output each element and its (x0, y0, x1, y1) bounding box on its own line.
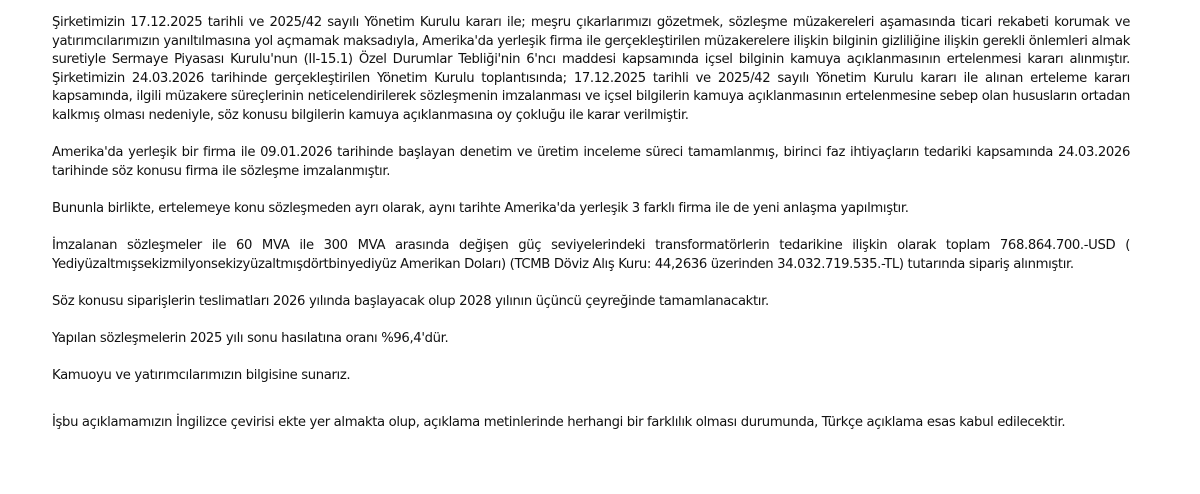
paragraph-translation-note: İşbu açıklamamızın İngilizce çevirisi ekte yer almakta olup, açıklama metinlerinde herhangi bir farklılık olması durumunda, Türkçe açıklama esas kabul edilecektir. (52, 414, 1066, 430)
paragraph-additional-agreements: Bununla birlikte, ertelemeye konu sözleşmeden ayrı olarak, aynı tarihte Amerika'da yerleşik 3 farklı firma ile de yeni anlaşma yapılmıştır. (52, 200, 909, 216)
paragraph-spacer (52, 274, 1130, 293)
paragraph-spacer (52, 181, 1130, 200)
paragraph-delivery-schedule: Söz konusu siparişlerin teslimatları 2026 yılında başlayacak olup 2028 yılının üçüncü çeyreğinde tamamlanacaktır. (52, 293, 769, 309)
paragraph-spacer (52, 126, 1130, 145)
paragraph-spacer (52, 386, 1130, 414)
disclosure-document (52, 14, 1130, 432)
paragraph-spacer (52, 349, 1130, 368)
paragraph-revenue-ratio: Yapılan sözleşmelerin 2025 yılı sonu hasılatına oranı %96,4'dür. (52, 331, 449, 347)
paragraph-spacer (52, 312, 1130, 331)
paragraph-announcement: Kamuoyu ve yatırımcılarımızın bilgisine sunarız. (52, 368, 351, 384)
paragraph-order-amount: İmzalanan sözleşmeler ile 60 MVA ile 300 MVA arasında değişen güç seviyelerindeki transformatörlerin tedarikine ilişkin olarak toplam 768.864.700.-USD ( Yediyüzaltmışsekizmilyonsekizyüzaltmışdörtbinyediyüz Amerikan Doları) (TCMB Döviz Alış Kuru: 44,2636 üzerinden 34.032.719.535.-TL) tutarında sipariş alınmıştır. (52, 238, 1130, 272)
paragraph-deferral-decision: Şirketimizin 17.12.2025 tarihli ve 2025/42 sayılı Yönetim Kurulu kararı ile; meşru çıkarlarımızı gözetmek, sözleşme müzakereleri aşamasında ticari rekabeti korumak ve yatırımcılarımızın yanıltılmasına yol açmamak maksadıyla, Amerika'da yerleşik firma ile gerçekleştirilen müzakerelere ilişkin bilginin gizliliğine ilişkin gerekli önlemleri almak suretiyle Sermaye Piyasası Kurulu'nun (II-15.1) Özel Durumlar Tebliği'nin 6'ncı maddesi kapsamında içsel bilginin kamuya açıklanmasının ertelenmesi kararı alınmıştır. Şirketimizin 24.03.2026 tarihinde gerçekleştirilen Yönetim Kurulu toplantısında; 17.12.2025 tarihli ve 2025/42 sayılı Yönetim Kurulu kararı ile alınan erteleme kararı kapsamında, ilgili müzakere süreçlerinin neticelendirilerek sözleşmenin imzalanması ve içsel bilgilerin kamuya açıklanmasının ertelenmesine sebep olan hususların ortadan kalkmış olması nedeniyle, söz konusu bilgilerin kamuya açıklanmasına oy çokluğu ile karar verilmiştir. (52, 15, 1130, 123)
paragraph-contract-signed: Amerika'da yerleşik bir firma ile 09.01.2026 tarihinde başlayan denetim ve üretim inceleme süreci tamamlanmış, birinci faz ihtiyaçların tedariki kapsamında 24.03.2026 tarihinde söz konusu firma ile sözleşme imzalanmıştır. (52, 145, 1130, 179)
paragraph-spacer (52, 219, 1130, 238)
